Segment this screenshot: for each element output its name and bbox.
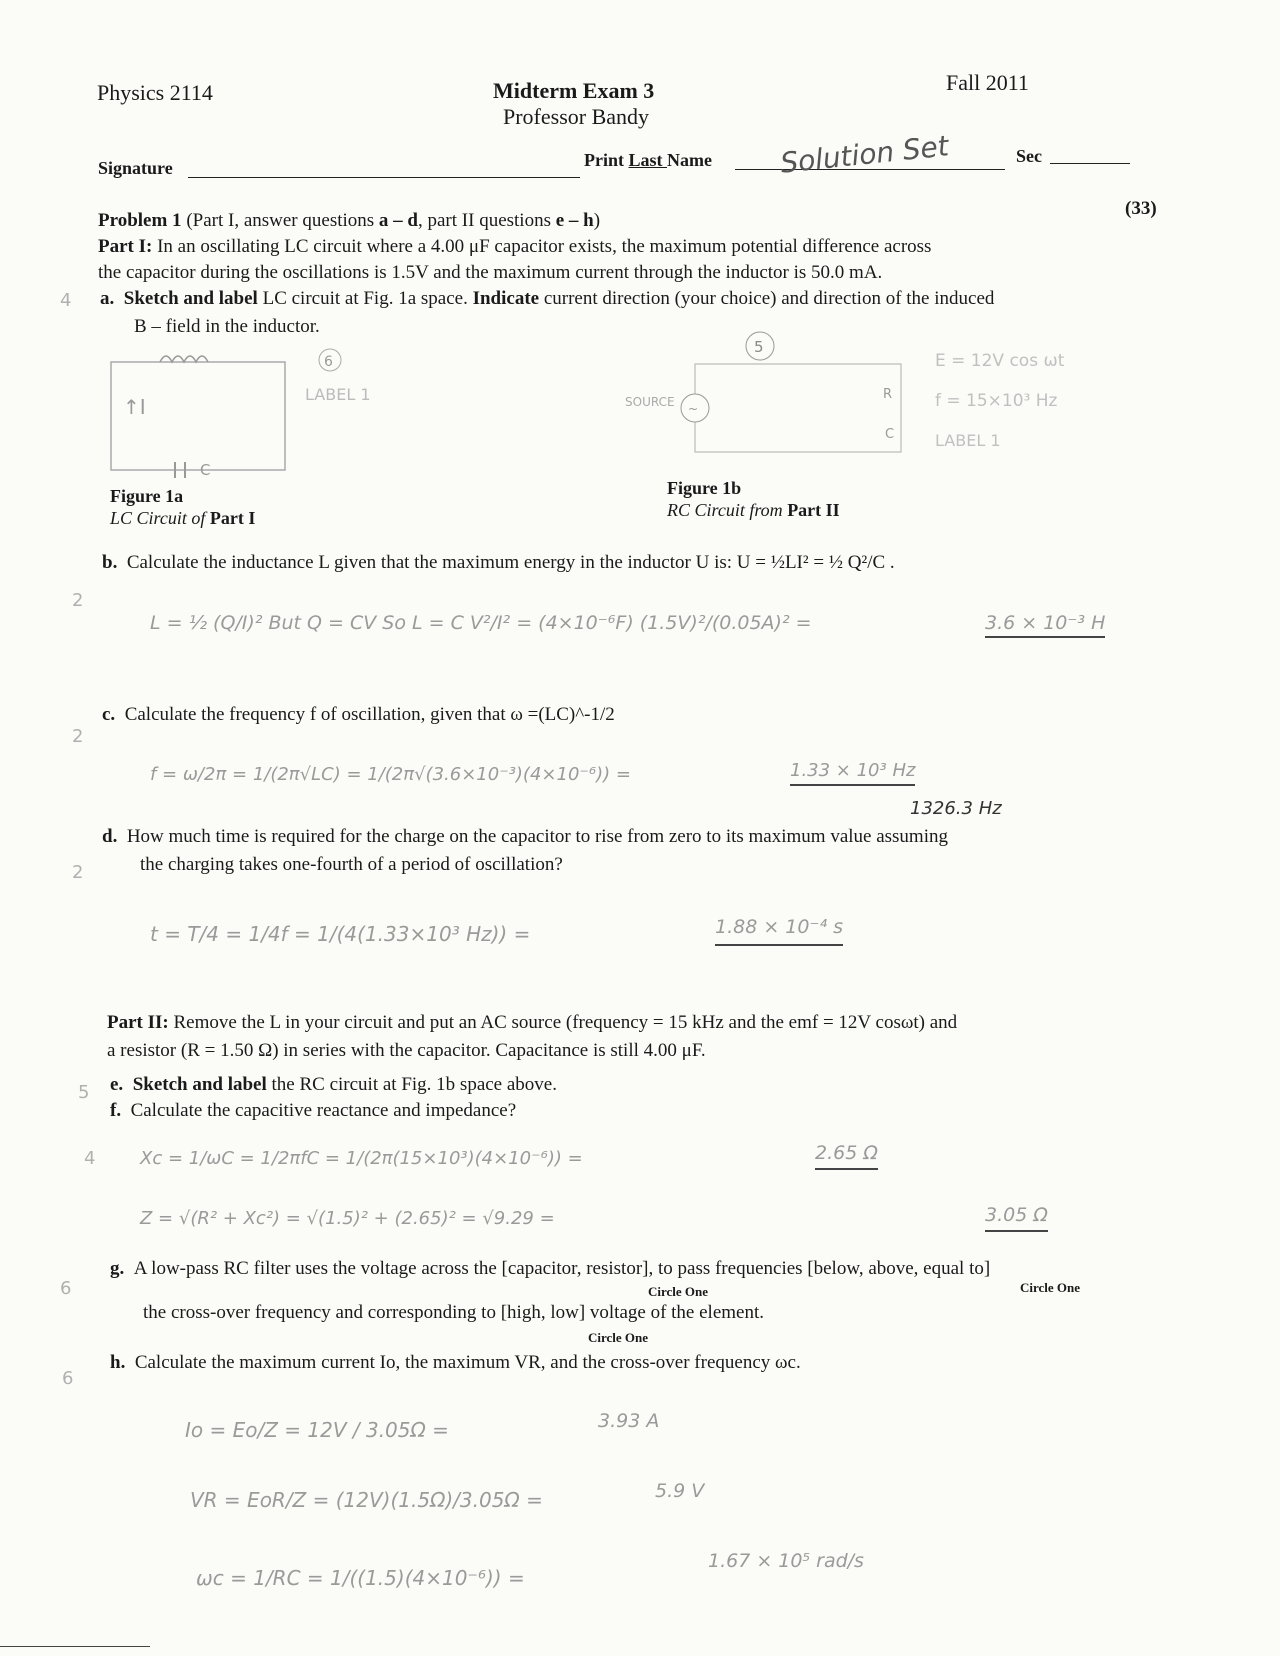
score-a: 4 — [60, 290, 72, 311]
handwritten-name: Solution Set — [778, 129, 951, 180]
figure-1b-caption: RC Circuit from Part II — [667, 500, 840, 520]
score-h: 6 — [62, 1368, 74, 1389]
question-g-line1: g. A low-pass RC filter uses the voltage across the [capacitor, resistor], to pass frequencies [below, above, equal to] — [110, 1258, 991, 1279]
problem-points: (33) — [1125, 198, 1157, 219]
fig1b-emf: E = 12V cos ωt — [935, 351, 1065, 371]
circle-one-1: Circle One — [648, 1284, 709, 1299]
score-g: 6 — [60, 1278, 72, 1299]
answer-f-result-1: 2.65 Ω — [815, 1142, 878, 1170]
circle-one-2: Circle One — [1020, 1280, 1081, 1295]
answer-b-work: L = ½ (Q/I)² But Q = CV So L = C V²/I² = (4×10⁻⁶F) (1.5V)²/(0.05A)² = — [150, 612, 812, 634]
signature-line[interactable] — [188, 177, 580, 178]
figure-1a-label: Figure 1a — [110, 486, 184, 506]
svg-text:~: ~ — [688, 402, 699, 416]
sec-line[interactable] — [1050, 163, 1130, 164]
part2-intro-line2: a resistor (R = 1.50 Ω) in series with the capacitor. Capacitance is still 4.00 μF. — [107, 1040, 706, 1061]
fig1b-freq: f = 15×10³ Hz — [935, 391, 1058, 411]
sec-label: Sec — [1016, 146, 1042, 166]
answer-h-work-1: Io = Eo/Z = 12V / 3.05Ω = — [185, 1418, 449, 1442]
answer-h-result-3: 1.67 × 10⁵ rad/s — [708, 1550, 864, 1572]
question-g-line2: the cross-over frequency and corresponding to [high, low] voltage of the element. — [143, 1302, 764, 1323]
figure-1a-caption: LC Circuit of Part I — [110, 508, 256, 528]
fig1b-r: R — [883, 387, 893, 402]
svg-text:C: C — [200, 461, 211, 479]
part2-intro-line1: Part II: Remove the L in your circuit and put an AC source (frequency = 15 kHz and the emf = 12V cosωt) and — [107, 1012, 958, 1033]
question-b: b. Calculate the inductance L given that the maximum energy in the inductor U is: U = ½LI² = ½ Q²/C . — [102, 552, 895, 573]
answer-c-result-2: 1326.3 Hz — [910, 798, 1002, 819]
question-d-line2: the charging takes one-fourth of a period of oscillation? — [140, 854, 563, 875]
svg-text:↑I: ↑I — [123, 395, 146, 419]
answer-d-result: 1.88 × 10⁻⁴ s — [715, 916, 843, 946]
question-a-line1: a. Sketch and label LC circuit at Fig. 1a space. Indicate current direction (your choice) and direction of the induced — [100, 288, 995, 309]
scan-edge-line — [0, 1646, 150, 1647]
answer-f-work-2: Z = √(R² + Xc²) = √(1.5)² + (2.65)² = √9.29 = — [140, 1208, 555, 1229]
question-h: h. Calculate the maximum current Io, the maximum VR, and the cross-over frequency ωc. — [110, 1352, 801, 1373]
exam-term: Fall 2011 — [946, 70, 1029, 95]
figure-1a-sketch — [105, 340, 405, 490]
score-b: 2 — [72, 590, 84, 611]
score-d: 2 — [72, 862, 84, 883]
fig1b-c: C — [885, 427, 895, 442]
problem-heading: Problem 1 (Part I, answer questions a – d, part II questions e – h) — [98, 210, 601, 231]
question-a-line2: B – field in the inductor. — [134, 316, 320, 337]
answer-c-work: f = ω/2π = 1/(2π√LC) = 1/(2π√(3.6×10⁻³)(4×10⁻⁶)) = — [150, 764, 631, 785]
fig1b-source: SOURCE — [625, 395, 675, 409]
circle-one-3: Circle One — [588, 1330, 649, 1345]
exam-title: Midterm Exam 3 — [493, 78, 655, 103]
question-e: e. Sketch and label the RC circuit at Fig. 1b space above. — [110, 1074, 557, 1095]
figure-1b-sketch — [615, 322, 1135, 472]
figure-1b-label: Figure 1b — [667, 478, 742, 498]
answer-h-result-2: 5.9 V — [655, 1480, 705, 1502]
score-e: 5 — [78, 1082, 90, 1103]
fig1b-score: 5 — [754, 338, 764, 356]
answer-h-result-1: 3.93 A — [598, 1410, 660, 1432]
professor-name: Professor Bandy — [503, 104, 650, 129]
answer-f-work-1: Xc = 1/ωC = 1/2πfC = 1/(2π(15×10³)(4×10⁻⁶)) = — [140, 1148, 583, 1169]
answer-b-result: 3.6 × 10⁻³ H — [985, 612, 1105, 638]
signature-label: Signature — [98, 158, 173, 178]
question-c: c. Calculate the frequency f of oscillation, given that ω =(LC)^-1/2 — [102, 704, 615, 725]
print-name-label: Print Last Name — [584, 150, 712, 170]
part1-intro-line2: the capacitor during the oscillations is 1.5V and the maximum current through the inductor is 50.0 mA. — [98, 262, 883, 283]
fig1a-label-hand: LABEL 1 — [305, 385, 371, 404]
score-f: 4 — [84, 1148, 96, 1169]
answer-h-work-3: ωc = 1/RC = 1/((1.5)(4×10⁻⁶)) = — [196, 1566, 525, 1590]
course-name: Physics 2114 — [97, 80, 213, 105]
question-f: f. Calculate the capacitive reactance and impedance? — [110, 1100, 517, 1121]
question-d-line1: d. How much time is required for the charge on the capacitor to rise from zero to its maximum value assuming — [102, 826, 948, 847]
part1-intro-line1: Part I: In an oscillating LC circuit where a 4.00 μF capacitor exists, the maximum potential difference across — [98, 236, 932, 257]
answer-d-work: t = T/4 = 1/4f = 1/(4(1.33×10³ Hz)) = — [150, 922, 531, 946]
answer-h-work-2: VR = EoR/Z = (12V)(1.5Ω)/3.05Ω = — [190, 1488, 543, 1512]
fig1a-score: 6 — [324, 354, 333, 370]
score-c: 2 — [72, 726, 84, 747]
fig1b-label-hand: LABEL 1 — [935, 431, 1001, 450]
answer-f-result-2: 3.05 Ω — [985, 1204, 1048, 1232]
answer-c-result: 1.33 × 10³ Hz — [790, 760, 915, 786]
